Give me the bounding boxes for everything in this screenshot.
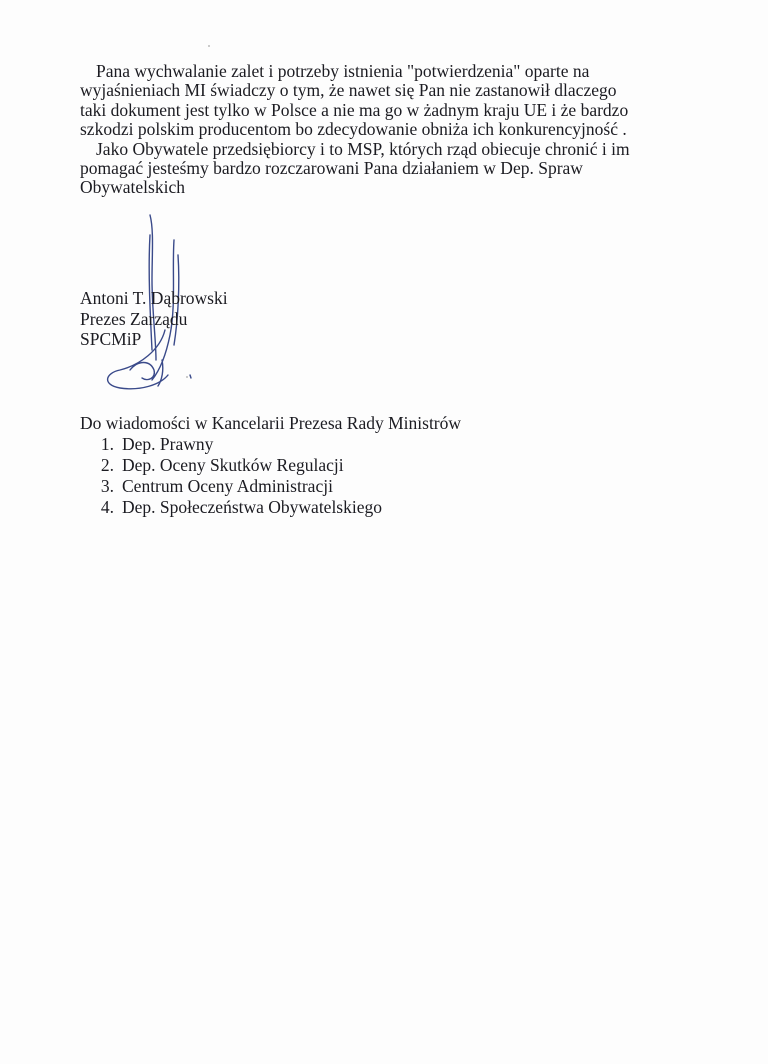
signature-block — [80, 288, 228, 350]
list-item — [80, 497, 461, 518]
paragraph-line: Pana wychwalanie zalet i potrzeby istnienia "potwierdzenia" oparte na — [96, 61, 590, 81]
list-item — [80, 455, 461, 476]
paragraph-line: pomagać jesteśmy bardzo rozczarowani Pana działaniem w Dep. Spraw — [80, 158, 583, 179]
list-item-label: Dep. Prawny — [122, 434, 214, 454]
list-item-number: 3. — [100, 476, 114, 496]
paragraph-line: wyjaśnieniach MI świadczy o tym, że nawet się Pan nie zastanowił dlaczego — [80, 80, 617, 101]
list-item-label: Dep. Oceny Skutków Regulacji — [122, 455, 344, 475]
paragraph-1 — [80, 62, 650, 140]
signatory-organization: SPCMiP — [80, 329, 142, 349]
list-item-label: Dep. Społeczeństwa Obywatelskiego — [122, 497, 382, 517]
paragraph-line: taki dokument jest tylko w Polsce a nie ma go w żadnym kraju UE i że bardzo — [80, 99, 629, 120]
letter-body — [80, 62, 650, 198]
paragraph-line: Obywatelskich — [80, 177, 185, 198]
paragraph-2 — [80, 140, 650, 198]
paragraph-line: Jako Obywatele przedsiębiorcy i to MSP, których rząd obiecuje chronić i im — [96, 138, 630, 159]
paragraph-line: szkodzi polskim producentom bo zdecydowanie obniża ich konkurencyjność . — [80, 119, 627, 140]
signatory-position: Prezes Zarządu — [80, 308, 188, 329]
scan-speck — [208, 45, 210, 47]
signatory-name: Antoni T. Dąbrowski — [80, 288, 228, 308]
list-item — [80, 434, 461, 455]
recipients-list — [80, 434, 461, 518]
recipients-section — [80, 413, 461, 518]
list-item-label: Centrum Oceny Administracji — [122, 476, 333, 496]
list-item-number: 2. — [100, 455, 114, 475]
recipients-heading: Do wiadomości w Kancelarii Prezesa Rady Ministrów — [80, 413, 462, 433]
list-item-number: 1. — [100, 434, 114, 454]
list-item — [80, 476, 461, 497]
scan-speck — [186, 376, 188, 378]
list-item-number: 4. — [100, 497, 114, 517]
